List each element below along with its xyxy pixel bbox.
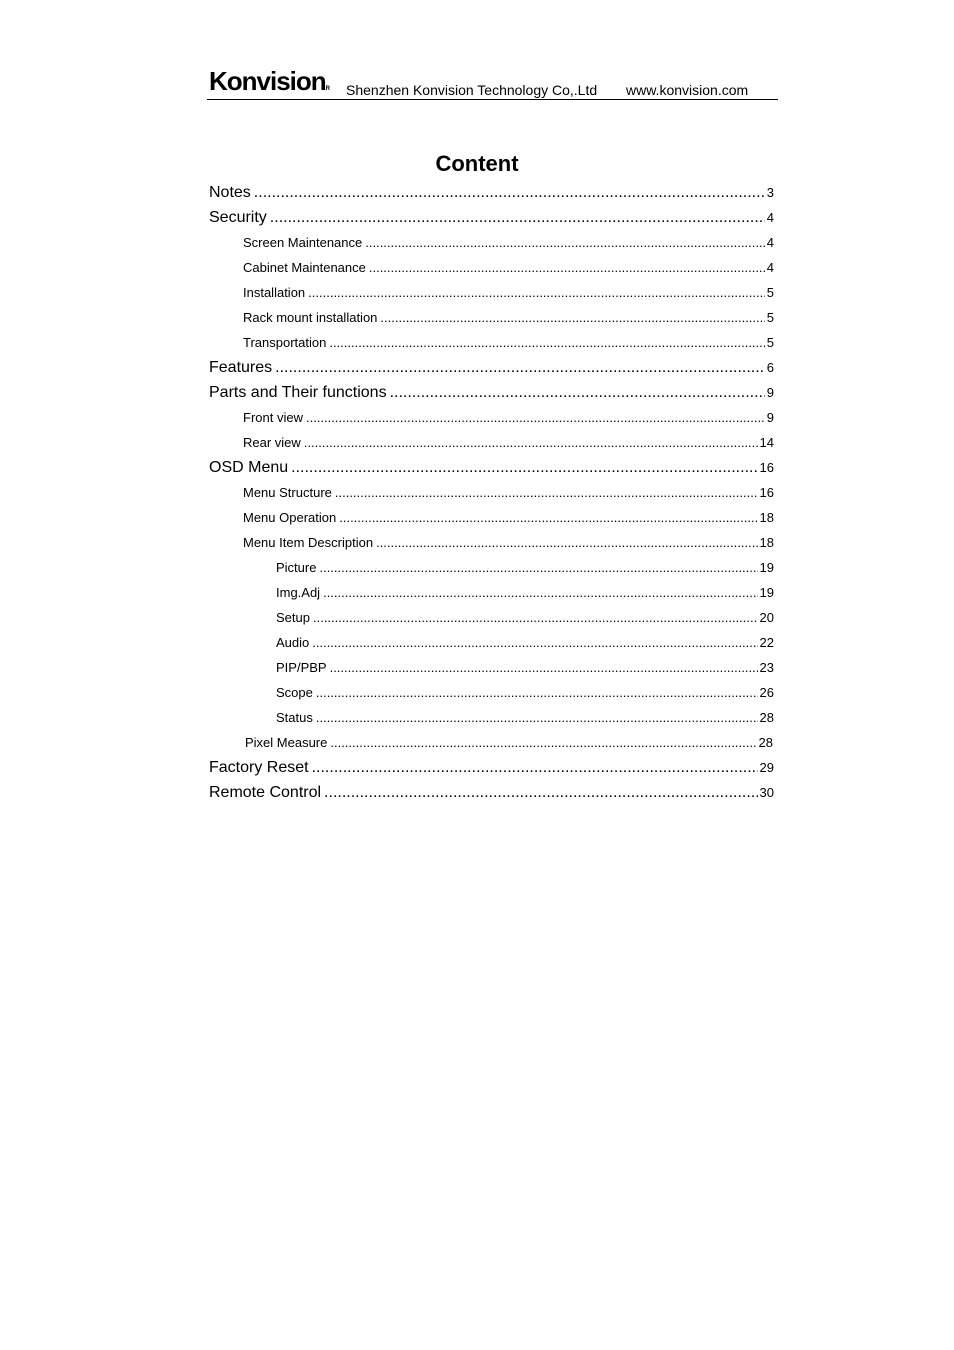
toc-entry-label: PIP/PBP — [276, 660, 327, 675]
toc-leader-dots — [380, 305, 764, 330]
toc-entry[interactable] — [276, 630, 774, 655]
toc-entry-page: 29 — [759, 760, 774, 775]
registered-mark: R — [325, 86, 331, 92]
toc-entry-label: Parts and Their functions — [209, 384, 387, 401]
toc-entry[interactable] — [245, 730, 773, 755]
toc-entry[interactable] — [243, 280, 774, 305]
toc-leader-dots — [335, 480, 758, 505]
page-title: Content — [435, 151, 519, 176]
toc-entry-page: 20 — [759, 610, 774, 625]
toc-entry-page: 3 — [766, 185, 774, 200]
toc-entry[interactable] — [243, 305, 774, 330]
toc-entry-label: Remote Control — [209, 784, 322, 801]
toc-entry-label: Installation — [243, 285, 306, 300]
toc-entry-page: 19 — [759, 585, 774, 600]
toc-leader-dots — [365, 230, 765, 255]
toc-entry-label: Features — [209, 359, 273, 376]
toc-entry[interactable] — [243, 430, 774, 455]
toc-leader-dots — [254, 180, 765, 205]
toc-entry[interactable] — [276, 680, 774, 705]
toc-entry-label: Transportation — [243, 335, 327, 350]
toc-entry[interactable] — [243, 330, 774, 355]
toc-entry-page: 16 — [759, 460, 774, 475]
website-url: www.konvision.com — [626, 82, 749, 98]
toc-entry-page: 16 — [759, 485, 774, 500]
toc-entry[interactable] — [243, 405, 774, 430]
toc-entry[interactable] — [243, 255, 774, 280]
toc-entry[interactable] — [209, 455, 774, 480]
toc-leader-dots — [369, 255, 765, 280]
toc-entry[interactable] — [276, 580, 774, 605]
toc-leader-dots — [330, 730, 756, 755]
toc-entry-page: 5 — [766, 335, 774, 350]
toc-entry-label: Scope — [276, 685, 313, 700]
toc-entry-page: 18 — [759, 535, 774, 550]
toc-entry-page: 22 — [759, 635, 774, 650]
toc-entry-label: Factory Reset — [209, 759, 309, 776]
toc-leader-dots — [313, 605, 758, 630]
toc-entry[interactable] — [276, 605, 774, 630]
toc-entry-label: Rack mount installation — [243, 310, 378, 325]
toc-entry-label: Security — [209, 209, 267, 226]
toc-entry-label: Notes — [209, 184, 251, 201]
toc-entry-page: 5 — [766, 310, 774, 325]
toc-entry[interactable] — [209, 180, 774, 205]
toc-leader-dots — [304, 430, 758, 455]
toc-entry-label: Cabinet Maintenance — [243, 260, 366, 275]
toc-entry-label: Status — [276, 710, 313, 725]
toc-entry[interactable] — [209, 355, 774, 380]
toc-entry[interactable] — [209, 380, 774, 405]
toc-entry-label: Menu Item Description — [243, 535, 374, 550]
toc-entry-page: 9 — [766, 410, 774, 425]
toc-entry-label: Front view — [243, 410, 303, 425]
toc-entry-page: 5 — [766, 285, 774, 300]
toc-entry-page: 19 — [759, 560, 774, 575]
toc-leader-dots — [323, 580, 757, 605]
toc-entry-label: Pixel Measure — [245, 735, 328, 750]
toc-entry[interactable] — [209, 205, 774, 230]
toc-entry[interactable] — [243, 530, 774, 555]
toc-entry-page: 28 — [758, 735, 773, 750]
toc-leader-dots — [390, 380, 765, 405]
toc-entry-label: Setup — [276, 610, 310, 625]
toc-entry[interactable] — [209, 780, 774, 805]
toc-leader-dots — [316, 705, 758, 730]
toc-leader-dots — [330, 655, 758, 680]
toc-entry-label: Audio — [276, 635, 310, 650]
toc-leader-dots — [306, 405, 765, 430]
toc-entry-page: 23 — [759, 660, 774, 675]
toc-leader-dots — [324, 780, 757, 805]
toc-entry-page: 4 — [766, 235, 774, 250]
toc-leader-dots — [291, 455, 757, 480]
toc-entry-page: 4 — [766, 260, 774, 275]
page-header — [207, 66, 778, 100]
toc-entry[interactable] — [276, 655, 774, 680]
toc-leader-dots — [312, 630, 757, 655]
toc-entry-page: 28 — [759, 710, 774, 725]
toc-entry-page: 14 — [759, 435, 774, 450]
toc-leader-dots — [270, 205, 765, 230]
toc-leader-dots — [339, 505, 757, 530]
toc-leader-dots — [319, 555, 757, 580]
toc-leader-dots — [275, 355, 765, 380]
toc-leader-dots — [308, 280, 765, 305]
toc-entry-page: 6 — [766, 360, 774, 375]
toc-entry-label: Rear view — [243, 435, 301, 450]
toc-entry-label: Img.Adj — [276, 585, 321, 600]
toc-entry-label: Screen Maintenance — [243, 235, 363, 250]
konvision-logo: KonvisionR — [209, 66, 331, 96]
toc-leader-dots — [329, 330, 764, 355]
toc-entry-page: 18 — [759, 510, 774, 525]
toc-entry[interactable] — [243, 230, 774, 255]
toc-leader-dots — [316, 680, 758, 705]
toc-entry[interactable] — [276, 555, 774, 580]
toc-entry-page: 9 — [766, 385, 774, 400]
toc-leader-dots — [312, 755, 758, 780]
toc-entry[interactable] — [243, 480, 774, 505]
toc-entry-label: Menu Operation — [243, 510, 337, 525]
toc-entry-label: Menu Structure — [243, 485, 332, 500]
toc-entry-page: 4 — [766, 210, 774, 225]
toc-leader-dots — [376, 530, 757, 555]
toc-entry-label: Picture — [276, 560, 317, 575]
toc-entry[interactable] — [209, 755, 774, 780]
toc-entry[interactable] — [276, 705, 774, 730]
toc-entry-page: 26 — [759, 685, 774, 700]
toc-entry-label: OSD Menu — [209, 459, 289, 476]
company-name: Shenzhen Konvision Technology Co,.Ltd — [346, 82, 598, 98]
toc-entry[interactable] — [243, 505, 774, 530]
toc-entry-page: 30 — [759, 785, 774, 800]
